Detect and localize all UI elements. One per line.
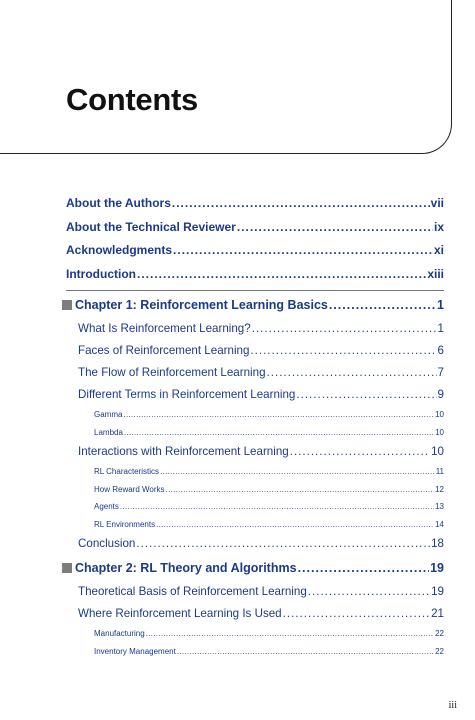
toc-subsection-label: RL Environments	[94, 519, 156, 529]
dot-leader	[173, 239, 433, 263]
toc-section-page: 10	[431, 445, 444, 458]
dot-leader	[283, 603, 430, 625]
toc-chapter-1[interactable]	[62, 292, 444, 318]
dot-leader	[136, 533, 430, 555]
toc-chapter-label: Chapter 2: RL Theory and Algorithms	[75, 561, 297, 575]
toc-entry-label: Acknowledgments	[66, 243, 173, 257]
toc-subsection[interactable]	[66, 643, 444, 661]
toc-entry-page: xi	[433, 243, 444, 257]
toc-chapter-page: 1	[437, 298, 444, 312]
toc-section-label: Faces of Reinforcement Learning	[78, 344, 250, 357]
toc-subsection-label: RL Characteristics	[94, 467, 160, 476]
header-border	[0, 0, 452, 154]
toc-section[interactable]	[66, 362, 444, 384]
toc-entry-page: ix	[433, 219, 444, 234]
toc-subsection[interactable]	[66, 516, 444, 534]
dot-leader	[329, 292, 436, 318]
toc-subsection[interactable]	[66, 625, 444, 643]
toc-section[interactable]	[66, 318, 444, 340]
toc-subsection-label: How Reward Works	[94, 484, 165, 494]
toc-subsection-page: 12	[435, 484, 444, 494]
toc-chapter-page: 19	[430, 561, 444, 575]
toc-section[interactable]	[66, 340, 444, 362]
toc-entry-label: About the Authors	[66, 196, 171, 210]
toc-section-page: 21	[431, 607, 444, 620]
toc-section-page: 19	[431, 585, 444, 598]
page-number: iii	[448, 700, 457, 711]
toc-section[interactable]	[66, 603, 444, 625]
toc-subsection-label: Inventory Management	[94, 646, 176, 656]
toc-subsection[interactable]	[66, 424, 444, 442]
toc-subsection-label: Agents	[94, 502, 119, 511]
dot-leader	[146, 625, 434, 643]
toc-subsection[interactable]	[66, 498, 444, 516]
dot-leader	[290, 441, 430, 463]
page-title: Contents	[66, 82, 198, 117]
toc-subsection-page: 22	[435, 646, 444, 656]
toc-section-label: Theoretical Basis of Reinforcement Learning	[78, 585, 307, 598]
dot-leader	[124, 424, 434, 442]
toc-chapter-label: Chapter 1: Reinforcement Learning Basics	[75, 298, 328, 312]
dot-leader	[177, 643, 434, 661]
chapter-square-icon	[62, 300, 72, 310]
toc-subsection[interactable]	[66, 406, 444, 424]
toc-entry-label: About the Technical Reviewer	[66, 219, 236, 234]
toc-subsection-label: Manufacturing	[94, 629, 145, 638]
toc-entry-page: xiii	[427, 266, 444, 281]
toc-section-label: What Is Reinforcement Learning?	[78, 322, 251, 335]
toc-section-page: 9	[437, 388, 444, 401]
toc-subsection[interactable]	[66, 463, 444, 481]
dot-leader	[137, 263, 426, 287]
toc-section[interactable]	[66, 384, 444, 406]
dot-leader	[172, 192, 430, 216]
toc-subsection-page: 11	[435, 467, 444, 476]
toc-subsection-page: 13	[435, 502, 444, 511]
table-of-contents	[66, 192, 444, 660]
toc-section-label: The Flow of Reinforcement Learning	[78, 366, 266, 379]
divider	[66, 290, 444, 291]
toc-section-page: 18	[431, 537, 444, 550]
dot-leader	[237, 216, 433, 240]
toc-section-label: Where Reinforcement Learning Is Used	[78, 607, 282, 620]
dot-leader	[120, 498, 434, 516]
toc-entry-label: Introduction	[66, 266, 136, 281]
toc-subsection-label: Gamma	[94, 410, 123, 419]
toc-subsection[interactable]	[66, 481, 444, 499]
toc-entry-page: vii	[430, 196, 444, 210]
toc-entry-introduction[interactable]	[66, 263, 444, 287]
toc-entry-technical-reviewer[interactable]	[66, 216, 444, 240]
dot-leader	[156, 516, 434, 534]
dot-leader	[308, 581, 430, 603]
toc-section[interactable]	[66, 533, 444, 555]
toc-section-label: Interactions with Reinforcement Learning	[78, 445, 289, 458]
dot-leader	[160, 463, 435, 481]
toc-section-label: Conclusion	[78, 537, 136, 550]
dot-leader	[123, 406, 434, 424]
toc-section[interactable]	[66, 581, 444, 603]
toc-subsection-label: Lambda	[94, 427, 123, 437]
dot-leader	[166, 481, 435, 499]
toc-subsection-page: 10	[435, 410, 444, 419]
toc-section-page: 7	[437, 366, 444, 379]
toc-subsection-page: 22	[435, 629, 444, 638]
toc-entry-about-authors[interactable]	[66, 192, 444, 216]
toc-subsection-page: 14	[435, 519, 444, 529]
dot-leader	[296, 384, 436, 406]
dot-leader	[250, 340, 436, 362]
toc-section-page: 1	[437, 322, 444, 335]
toc-chapter-2[interactable]	[62, 555, 444, 581]
dot-leader	[267, 362, 437, 384]
toc-entry-acknowledgments[interactable]	[66, 239, 444, 263]
dot-leader	[298, 555, 430, 581]
chapter-square-icon	[62, 563, 72, 573]
toc-section-label: Different Terms in Reinforcement Learning	[78, 388, 296, 401]
toc-section[interactable]	[66, 441, 444, 463]
dot-leader	[252, 318, 437, 340]
toc-subsection-page: 10	[435, 427, 444, 437]
toc-section-page: 6	[437, 344, 444, 357]
